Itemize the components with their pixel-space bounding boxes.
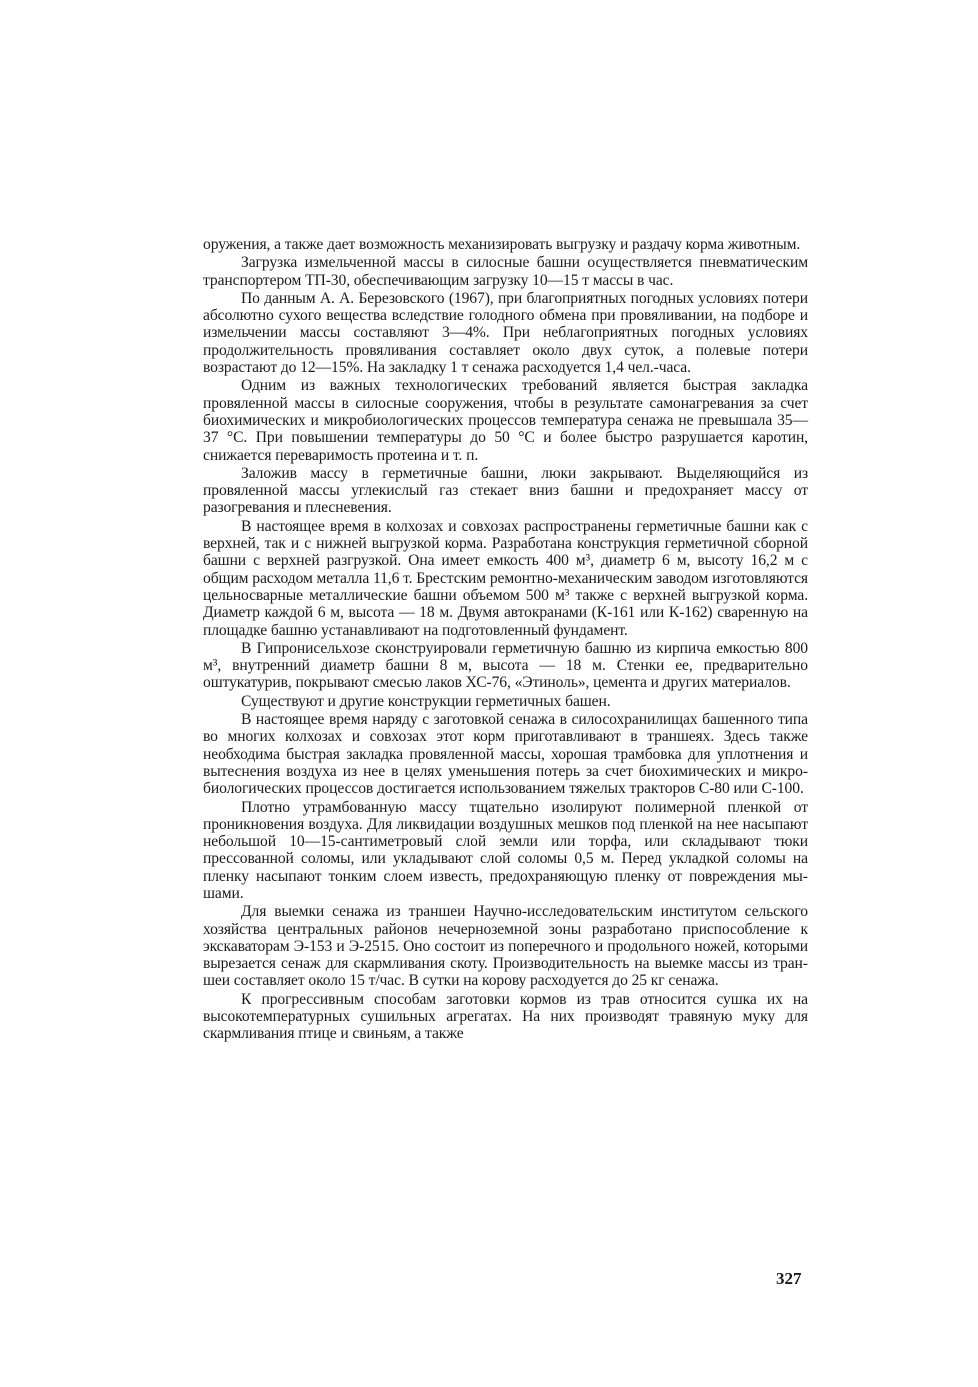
paragraph: В Гипронисельхозе сконструировали герметичную башню из кирпича емкостью 800 м³, внутренний диаметр башни 8 м, высота — 18 м. Стенки ее, предварительно оштукатурив, покрывают смесью лаков ХС-76, «Этиноль», цемента и других материалов. xyxy=(203,639,808,692)
page-number: 327 xyxy=(776,1269,802,1288)
paragraph-continued: оружения, а также дает возможность механизировать выгрузку и раздачу корма животным. xyxy=(203,236,801,253)
paragraph: Загрузка измельченной массы в силосные башни осуществляется пневматическим транспортером ТП-30, обеспечивающим загрузку 10—15 т массы в час. xyxy=(203,254,808,289)
paragraph: В настоящее время в колхозах и совхозах распространены герметичные башни как с верхней, так и с нижней выгрузкой корма. Разработана конструкция герметичной сборной башни с верхней разгрузкой. Она имеет емкость 400 м³, диаметр 6 м, высоту 16,2 м с общим расходом металла 11,6 т. Брестским ремонтно-механическим заводом изготовляются цельносварные металлические башни объемом 500 м³ также с верхней выгрузкой корма. Диаметр каждой 6 м, высота — 18 м. Двумя автокранами (К-161 или К-162) сваренную на площадке башню устанавливают на подготовленный фундамент. xyxy=(203,517,808,639)
paragraph: В настоящее время наряду с заготовкой сенажа в силосохранилищах башенного типа во многих колхозах и совхозах этот корм приготавливают в траншеях. Здесь также необходима быстрая закладка провяленной массы, хорошая трамбовка для уплотнения и вытеснения воздуха из нее в целях уменьшения потерь за счет биохимических и микробиологических процессов достигается использованием тяжелых тракторов С-80 или С-100. xyxy=(203,711,808,798)
paragraph: По данным А. А. Березовского (1967), при благоприятных погодных условиях потери абсолютно сухого вещества вследствие голодного обмена при провяливании, на подборе и измельчении массы составляют 3—4%. При неблагоприятных погодных условиях продолжительность провяливания составляет около двух суток, а полевые потери возрастают до 12—15%. На закладку 1 т сенажа расходуется 1,4 чел.-часа. xyxy=(203,289,808,377)
paragraph: Одним из важных технологических требований является быстрая закладка провяленной массы в силосные сооружения, чтобы в результате самонагревания за счет биохимических и микробиологических процессов температура сенажа не превышала 35—37 °С. При повышении температуры до 50 °С и более быстро разрушается каротин, снижается переваримость протеина и т. п. xyxy=(203,377,808,464)
paragraph: Плотно утрамбованную массу тщательно изолируют полимерной пленкой от проникновения воздуха. Для ликвидации воздушных мешков под пленкой на нее насыпают небольшой 10—15-сантиметровый слой земли или торфа, или складывают тюки прессованной соломы, или укладывают слой соломы 0,5 м. Перед укладкой соломы на пленку насыпают тонким слоем известь, предохраняющую пленку от повреждения мышами. xyxy=(203,798,808,902)
paragraph: К прогрессивным способам заготовки кормов из трав относится сушка их на высокотемпературных сушильных агрегатах. На них производят травяную муку для скармливания птице и свиньям, а также xyxy=(203,990,808,1043)
paragraph: Существуют и другие конструкции герметичных башен. xyxy=(241,692,611,710)
paragraph: Для выемки сенажа из траншеи Научно-исследовательским институтом сельского хозяйства центральных районов нечерноземной зоны разработано приспособление к экскаваторам Э-153 и Э-2515. Оно состоит из поперечного и продольного ножей, которыми вырезается сенаж для скармливания скоту. Производительность на выемке массы из траншеи составляет около 15 т/час. В сутки на корову расходуется до 25 кг сенажа. xyxy=(203,903,808,990)
page-body xyxy=(203,236,808,1044)
paragraph: Заложив массу в герметичные башни, люки закрывают. Выделяющийся из провяленной массы углекислый газ стекает вниз башни и предохраняет массу от разогревания и плесневения. xyxy=(203,464,808,517)
